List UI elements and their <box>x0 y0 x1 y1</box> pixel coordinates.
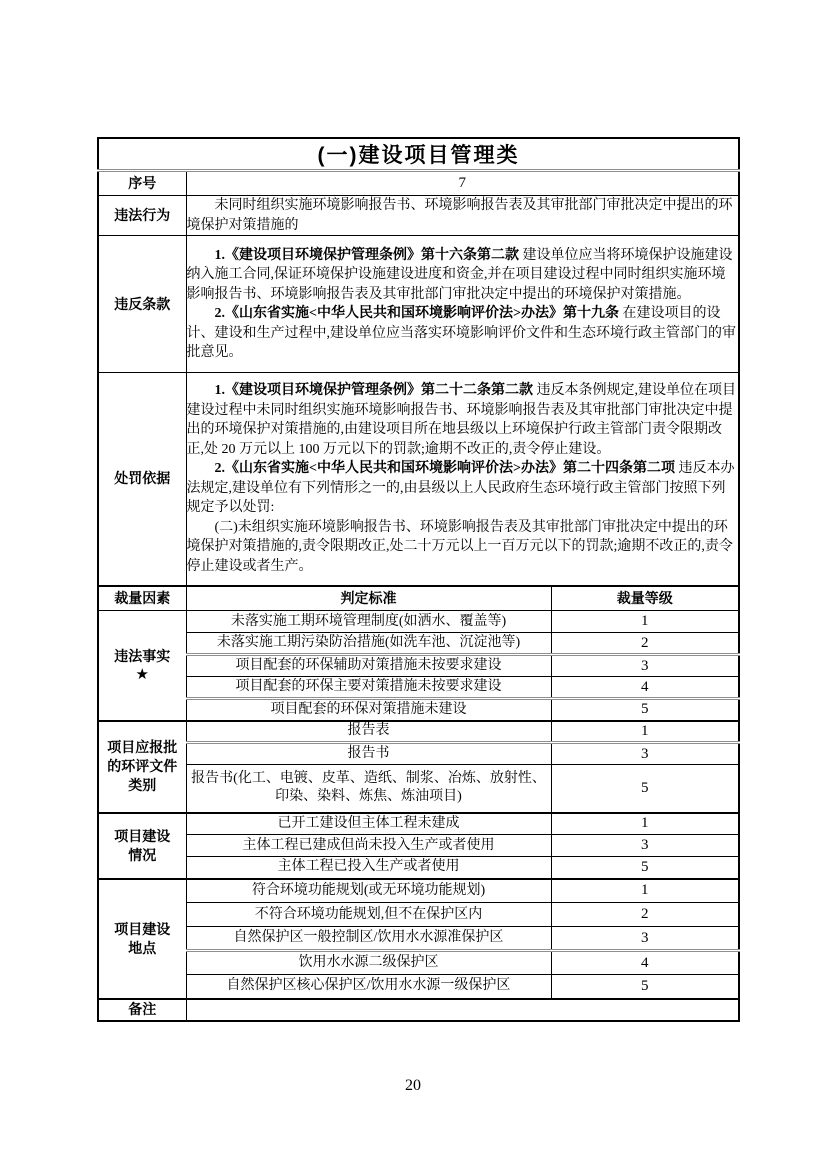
criteria-cell: 不符合环境功能规划,但不在保护区内 <box>186 903 551 927</box>
factor-line: 项目建设 <box>114 920 171 937</box>
criteria-cell: 主体工程已投入生产或者使用 <box>186 857 551 879</box>
level-cell: 1 <box>551 813 739 835</box>
table-row <box>98 586 739 611</box>
serial-value: 7 <box>186 171 739 196</box>
table-row <box>98 835 739 857</box>
factor-line: 地点 <box>128 939 157 956</box>
criteria-cell: 未落实施工期环境管理制度(如洒水、覆盖等) <box>186 611 551 633</box>
penalty-item-1-body: 违反本条例规定,建设单位在项目建设过程中未同时组织实施环境影响报告书、环境影响报告表及其审批部门审批决定中提出的环境保护对策措施的,由建设项目所在地县级以上环境保护行政主管部门责令限期改正,处 20 万元以上 100 万元以下的罚款;逾期不改正的,责令停止建设。 <box>186 383 736 457</box>
level-cell: 3 <box>551 743 739 765</box>
table-row <box>98 677 739 699</box>
factor-line: 的环评文件 <box>107 758 178 774</box>
regulation-table <box>97 137 740 1022</box>
table-row <box>98 655 739 677</box>
level-cell: 3 <box>551 655 739 677</box>
criteria-cell: 项目配套的环保对策措施未建设 <box>186 699 551 721</box>
level-cell: 3 <box>551 835 739 857</box>
violated-clauses-cell <box>186 236 739 373</box>
criteria-cell: 自然保护区核心保护区/饮用水水源一级保护区 <box>186 975 551 999</box>
level-cell: 3 <box>551 927 739 951</box>
table-row <box>98 138 739 171</box>
page-title: (一)建设项目管理类 <box>98 138 739 171</box>
page-number: 20 <box>405 1077 421 1094</box>
penalty-item-1 <box>187 381 739 459</box>
factor-cell-facts <box>98 611 186 721</box>
remark-value <box>186 999 739 1021</box>
table-row <box>98 903 739 927</box>
table-row <box>98 951 739 975</box>
header-level: 裁量等级 <box>551 586 739 611</box>
penalty-item-2-head: 2.《山东省实施<中华人民共和国环境影响评价法>办法》第二十四条第二项 <box>214 461 675 477</box>
penalty-sub-item: (二)未组织实施环境影响报告书、环境影响报告表及其审批部门审批决定中提出的环境保护对策措施的,责令限期改正,处二十万元以上一百万元以下的罚款;逾期不改正的,责令停止建设或者生产。 <box>186 519 733 574</box>
table-row <box>98 765 739 813</box>
criteria-cell: 自然保护区一般控制区/饮用水水源准保护区 <box>186 927 551 951</box>
penalty-basis-cell <box>186 373 739 586</box>
penalty-item-1-head: 1.《建设项目环境保护管理条例》第二十二条第二款 <box>214 383 533 399</box>
remark-label: 备注 <box>98 999 186 1021</box>
factor-cell-construction-status <box>98 813 186 879</box>
level-cell: 1 <box>551 879 739 903</box>
factor-cell-construction-site <box>98 879 186 999</box>
level-cell: 5 <box>551 765 739 813</box>
level-cell: 2 <box>551 633 739 655</box>
clause-item-2 <box>187 304 739 363</box>
penalty-item-2 <box>187 459 739 518</box>
factor-line: 项目应报批 <box>107 739 178 755</box>
criteria-cell: 报告书(化工、电镀、皮革、造纸、制浆、冶炼、放射性、印染、染料、炼焦、炼油项目) <box>186 765 551 813</box>
clause-item-1 <box>187 246 739 305</box>
level-cell: 1 <box>551 721 739 743</box>
clause-item-2-body: 在建设项目的设计、建设和生产过程中,建设单位应当落实环境影响评价文件和生态环境行政主管部门的审批意见。 <box>186 306 736 360</box>
factor-cell-eia-doc-type <box>98 721 186 813</box>
table-row <box>98 813 739 835</box>
table-row <box>98 171 739 196</box>
table-row <box>98 196 739 236</box>
table-row <box>98 975 739 999</box>
factor-line: 项目建设 <box>114 827 171 844</box>
header-factor: 裁量因素 <box>98 586 186 611</box>
table-row <box>98 999 739 1021</box>
table-row <box>98 633 739 655</box>
factor-line: 类别 <box>128 777 157 793</box>
clause-item-1-head: 1.《建设项目环境保护管理条例》第十六条第二款 <box>214 247 519 263</box>
table-row <box>98 743 739 765</box>
level-cell: 5 <box>551 975 739 999</box>
level-cell: 5 <box>551 857 739 879</box>
penalty-item-2-body: 违反本办法规定,建设单位有下列情形之一的,由县级以上人民政府生态环境行政主管部门按照下列规定予以处罚: <box>186 461 735 516</box>
level-cell: 4 <box>551 677 739 699</box>
table-row <box>98 857 739 879</box>
level-cell: 5 <box>551 699 739 721</box>
criteria-cell: 报告表 <box>186 721 551 743</box>
criteria-cell: 符合环境功能规划(或无环境功能规划) <box>186 879 551 903</box>
illegal-act-text: 未同时组织实施环境影响报告书、环境影响报告表及其审批部门审批决定中提出的环境保护对策措施的 <box>186 198 733 233</box>
criteria-cell: 报告书 <box>186 743 551 765</box>
level-cell: 1 <box>551 611 739 633</box>
table-row <box>98 611 739 633</box>
header-criteria: 判定标准 <box>186 586 551 611</box>
factor-line: 违法事实 <box>114 648 171 665</box>
table-row <box>98 927 739 951</box>
factor-line: 情况 <box>128 846 157 863</box>
criteria-cell: 项目配套的环保辅助对策措施未按要求建设 <box>186 655 551 677</box>
violated-clauses-label: 违反条款 <box>98 236 186 373</box>
clause-item-1-body: 建设单位应当将环境保护设施建设纳入施工合同,保证环境保护设施建设进度和资金,并在项目建设过程中同时组织实施环境影响报告书、环境影响报告表及其审批部门审批决定中提出的环境保护对策措施。 <box>186 247 733 302</box>
penalty-basis-label: 处罚依据 <box>98 373 186 586</box>
table-row <box>98 373 739 586</box>
illegal-act-text-cell <box>186 196 739 236</box>
table-row <box>98 721 739 743</box>
table-row <box>98 699 739 721</box>
criteria-cell: 未落实施工期污染防治措施(如洗车池、沉淀池等) <box>186 633 551 655</box>
level-cell: 2 <box>551 903 739 927</box>
table-row <box>98 236 739 373</box>
level-cell: 4 <box>551 951 739 975</box>
criteria-cell: 主体工程已建成但尚未投入生产或者使用 <box>186 835 551 857</box>
criteria-cell: 项目配套的环保主要对策措施未按要求建设 <box>186 677 551 699</box>
illegal-act-label: 违法行为 <box>98 196 186 236</box>
star-icon: ★ <box>135 666 149 684</box>
serial-label: 序号 <box>98 171 186 196</box>
table-row <box>98 879 739 903</box>
criteria-cell: 饮用水水源二级保护区 <box>186 951 551 975</box>
criteria-cell: 已开工建设但主体工程未建成 <box>186 813 551 835</box>
clause-item-2-head: 2.《山东省实施<中华人民共和国环境影响评价法>办法》第十九条 <box>214 306 619 321</box>
